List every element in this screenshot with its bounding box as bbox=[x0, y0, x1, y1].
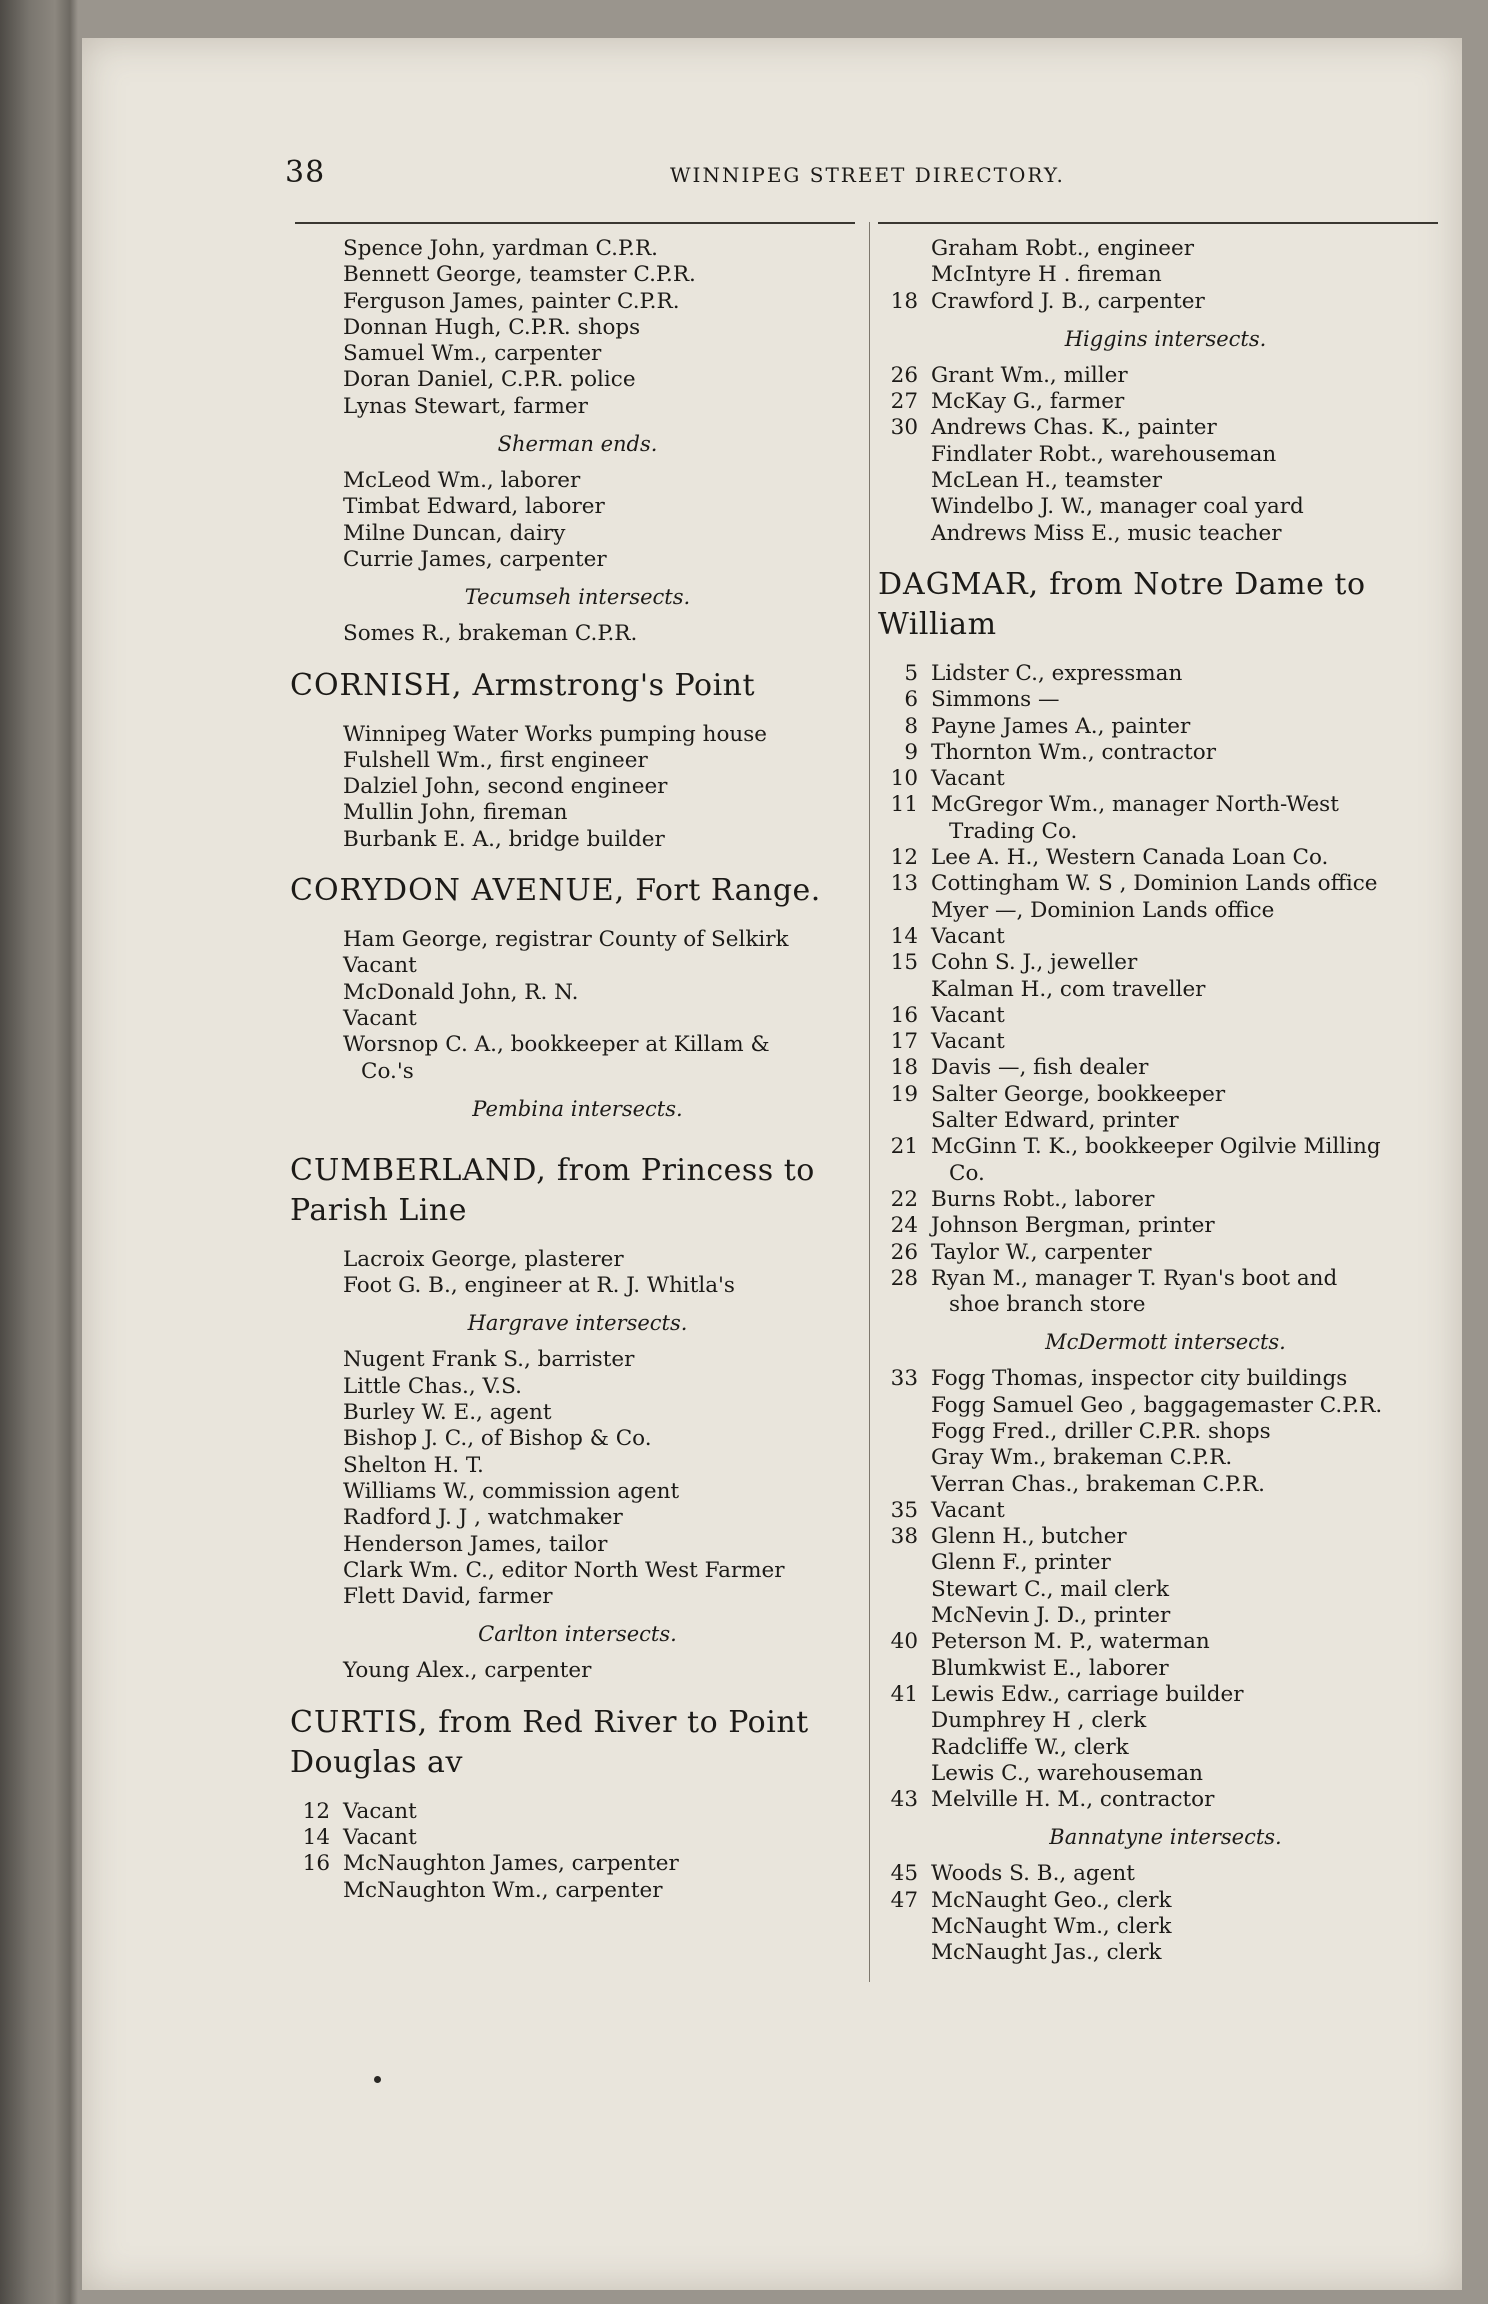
resident-text: Lacroix George, plasterer bbox=[343, 1246, 624, 1272]
directory-entry bbox=[290, 774, 865, 800]
directory-entry bbox=[878, 1082, 1453, 1108]
directory-entry bbox=[290, 1400, 865, 1426]
directory-entry bbox=[878, 1419, 1453, 1445]
street-name: DAGMAR, bbox=[878, 566, 1040, 602]
directory-entry bbox=[878, 442, 1453, 468]
directory-entry bbox=[290, 1006, 865, 1032]
resident-text: Radcliffe W., clerk bbox=[931, 1734, 1129, 1760]
directory-entry bbox=[878, 950, 1453, 976]
intersection-note: Bannatyne intersects. bbox=[1049, 1825, 1282, 1850]
resident-text: Woods S. B., agent bbox=[931, 1861, 1135, 1887]
resident-text: McKay G., farmer bbox=[931, 389, 1125, 415]
directory-entry bbox=[290, 748, 865, 774]
resident-text: Henderson James, tailor bbox=[343, 1531, 608, 1557]
resident-text: Fogg Samuel Geo , baggagemaster C.P.R. bbox=[931, 1392, 1383, 1418]
intersection-note: Sherman ends. bbox=[497, 432, 658, 457]
intersection-note: Hargrave intersects. bbox=[467, 1311, 688, 1336]
resident-text: Johnson Bergman, printer bbox=[931, 1213, 1215, 1239]
directory-entry bbox=[290, 827, 865, 853]
directory-entry bbox=[878, 845, 1453, 871]
resident-text: McNaught Wm., clerk bbox=[931, 1914, 1172, 1940]
resident-text: Salter George, bookkeeper bbox=[931, 1081, 1226, 1107]
house-number: 28 bbox=[890, 1265, 918, 1291]
directory-entry bbox=[290, 800, 865, 826]
resident-text: Fulshell Wm., first engineer bbox=[343, 747, 648, 773]
directory-entry bbox=[290, 262, 865, 288]
directory-entry bbox=[290, 468, 865, 494]
resident-text: McNaught Geo., clerk bbox=[931, 1887, 1172, 1913]
resident-text: Currie James, carpenter bbox=[343, 546, 607, 572]
resident-text: Salter Edward, printer bbox=[931, 1108, 1179, 1134]
directory-entry bbox=[878, 1629, 1453, 1655]
directory-entry bbox=[290, 1453, 865, 1479]
resident-text: Vacant bbox=[931, 1029, 1005, 1055]
resident-text: Burns Robt., laborer bbox=[931, 1186, 1155, 1212]
directory-entry bbox=[878, 1735, 1453, 1761]
house-number: 6 bbox=[904, 687, 918, 713]
directory-entry bbox=[290, 722, 865, 748]
house-number: 21 bbox=[890, 1134, 918, 1160]
resident-text: Melville H. M., contractor bbox=[931, 1787, 1215, 1813]
street-name: CORNISH, bbox=[290, 667, 463, 703]
directory-entry bbox=[878, 1603, 1453, 1629]
directory-entry bbox=[878, 714, 1453, 740]
right-column bbox=[878, 236, 1453, 1967]
house-number: 27 bbox=[890, 389, 918, 415]
resident-text: Andrews Miss E., music teacher bbox=[931, 520, 1282, 546]
resident-text: Vacant bbox=[343, 1005, 417, 1031]
resident-text: Davis —, fish dealer bbox=[931, 1055, 1149, 1081]
directory-entry bbox=[290, 1032, 865, 1085]
street-extent: Fort Range. bbox=[625, 873, 821, 909]
directory-entry bbox=[878, 1187, 1453, 1213]
intersection-note: Carlton intersects. bbox=[478, 1622, 677, 1647]
house-number: 9 bbox=[904, 739, 918, 765]
directory-entry bbox=[290, 341, 865, 367]
house-number: 26 bbox=[890, 362, 918, 388]
directory-entry bbox=[878, 740, 1453, 766]
directory-entry bbox=[290, 621, 865, 647]
page-header bbox=[285, 155, 1385, 195]
directory-entry bbox=[290, 1584, 865, 1610]
resident-text: Peterson M. P., waterman bbox=[931, 1629, 1210, 1655]
directory-entry bbox=[878, 661, 1453, 687]
resident-text: Windelbo J. W., manager coal yard bbox=[931, 494, 1304, 520]
house-number: 17 bbox=[890, 1029, 918, 1055]
directory-entry bbox=[878, 1055, 1453, 1081]
directory-entry bbox=[878, 236, 1453, 262]
directory-entry bbox=[878, 871, 1453, 897]
directory-entry bbox=[878, 1708, 1453, 1734]
directory-entry bbox=[290, 367, 865, 393]
street-heading bbox=[290, 1133, 865, 1247]
street-extent: from Notre Dame to William bbox=[878, 566, 1366, 642]
left-column bbox=[290, 236, 865, 1904]
directory-entry bbox=[878, 1524, 1453, 1550]
directory-entry bbox=[878, 1550, 1453, 1576]
resident-text: Samuel Wm., carpenter bbox=[343, 341, 602, 367]
directory-entry bbox=[878, 1861, 1453, 1887]
directory-entry bbox=[290, 980, 865, 1006]
resident-text: Bennett George, teamster C.P.R. bbox=[343, 262, 696, 288]
resident-text: Crawford J. B., carpenter bbox=[931, 288, 1205, 314]
resident-text: Doran Daniel, C.P.R. police bbox=[343, 367, 636, 393]
resident-text: Nugent Frank S., barrister bbox=[343, 1347, 635, 1373]
directory-entry bbox=[290, 1825, 865, 1851]
directory-entry bbox=[290, 1851, 865, 1877]
resident-text: Taylor W., carpenter bbox=[931, 1239, 1152, 1265]
street-name: CORYDON AVENUE, bbox=[290, 873, 626, 909]
resident-text: Dumphrey H , clerk bbox=[931, 1708, 1147, 1734]
house-number: 41 bbox=[890, 1681, 918, 1707]
directory-entry bbox=[290, 1374, 865, 1400]
resident-text: McGregor Wm., manager North-West bbox=[931, 792, 1339, 818]
resident-text: Stewart C., mail clerk bbox=[931, 1576, 1169, 1602]
resident-text: Vacant bbox=[343, 1824, 417, 1850]
house-number: 13 bbox=[890, 871, 918, 897]
intersection-note: Higgins intersects. bbox=[1064, 326, 1267, 351]
resident-text: Lynas Stewart, farmer bbox=[343, 393, 588, 419]
resident-text: Payne James A., painter bbox=[931, 713, 1191, 739]
house-number: 8 bbox=[904, 713, 918, 739]
directory-entry bbox=[878, 289, 1453, 315]
resident-text: Ferguson James, painter C.P.R. bbox=[343, 288, 680, 314]
directory-entry bbox=[878, 1213, 1453, 1239]
resident-text: Dalziel John, second engineer bbox=[343, 774, 668, 800]
directory-entry bbox=[290, 953, 865, 979]
resident-text: McNaught Jas., clerk bbox=[931, 1940, 1162, 1966]
resident-text-continued: Co. bbox=[949, 1160, 985, 1186]
resident-text: Flett David, farmer bbox=[343, 1584, 553, 1610]
directory-entry bbox=[290, 289, 865, 315]
house-number: 18 bbox=[890, 1055, 918, 1081]
intersection-note: Tecumseh intersects. bbox=[464, 585, 691, 610]
resident-text: Young Alex., carpenter bbox=[343, 1658, 592, 1684]
directory-entry bbox=[878, 1498, 1453, 1524]
resident-text: Andrews Chas. K., painter bbox=[931, 415, 1217, 441]
directory-entry bbox=[878, 521, 1453, 547]
house-number: 43 bbox=[890, 1787, 918, 1813]
resident-text: Fogg Thomas, inspector city buildings bbox=[931, 1366, 1348, 1392]
street-name: CUMBERLAND, bbox=[290, 1152, 547, 1188]
resident-text: Shelton H. T. bbox=[343, 1452, 484, 1478]
resident-text: Vacant bbox=[931, 766, 1005, 792]
house-number: 10 bbox=[890, 766, 918, 792]
directory-entry bbox=[878, 1029, 1453, 1055]
house-number: 30 bbox=[890, 415, 918, 441]
resident-text-continued: Co.'s bbox=[361, 1058, 414, 1084]
resident-text: Glenn F., printer bbox=[931, 1550, 1111, 1576]
page-number: 38 bbox=[285, 155, 326, 190]
resident-text-continued: Trading Co. bbox=[949, 818, 1078, 844]
directory-entry bbox=[290, 1505, 865, 1531]
house-number: 18 bbox=[890, 288, 918, 314]
resident-text: Verran Chas., brakeman C.P.R. bbox=[931, 1471, 1265, 1497]
ink-dot bbox=[374, 2076, 381, 2083]
directory-entry bbox=[290, 394, 865, 420]
house-number: 14 bbox=[890, 923, 918, 949]
directory-entry bbox=[878, 766, 1453, 792]
directory-entry bbox=[878, 1577, 1453, 1603]
directory-entry bbox=[878, 1656, 1453, 1682]
directory-entry bbox=[878, 1940, 1453, 1966]
resident-text: Lidster C., expressman bbox=[931, 660, 1183, 686]
resident-text: Milne Duncan, dairy bbox=[343, 520, 566, 546]
resident-text: Mullin John, fireman bbox=[343, 800, 568, 826]
resident-text: Bishop J. C., of Bishop & Co. bbox=[343, 1426, 652, 1452]
directory-entry bbox=[290, 315, 865, 341]
directory-entry bbox=[290, 1532, 865, 1558]
resident-text: Vacant bbox=[343, 1798, 417, 1824]
resident-text: Worsnop C. A., bookkeeper at Killam & bbox=[343, 1032, 770, 1058]
directory-entry bbox=[290, 927, 865, 953]
resident-text: Lewis C., warehouseman bbox=[931, 1760, 1204, 1786]
directory-entry bbox=[290, 236, 865, 262]
resident-text: Cottingham W. S , Dominion Lands office bbox=[931, 871, 1378, 897]
resident-text: Donnan Hugh, C.P.R. shops bbox=[343, 314, 641, 340]
directory-entry bbox=[290, 1426, 865, 1452]
house-number: 14 bbox=[302, 1824, 330, 1850]
directory-entry bbox=[290, 1347, 865, 1373]
directory-entry bbox=[878, 687, 1453, 713]
resident-text: McIntyre H . fireman bbox=[931, 262, 1162, 288]
house-number: 12 bbox=[890, 845, 918, 871]
resident-text: Ryan M., manager T. Ryan's boot and bbox=[931, 1265, 1338, 1291]
directory-entry bbox=[290, 1878, 865, 1904]
running-title: WINNIPEG STREET DIRECTORY. bbox=[670, 163, 1065, 187]
column-divider bbox=[869, 222, 870, 1982]
resident-text: Vacant bbox=[931, 1002, 1005, 1028]
directory-entry bbox=[878, 1682, 1453, 1708]
directory-entry bbox=[878, 1888, 1453, 1914]
directory-entry bbox=[878, 792, 1453, 845]
directory-entry bbox=[878, 924, 1453, 950]
house-number: 5 bbox=[904, 660, 918, 686]
directory-entry bbox=[878, 1266, 1453, 1319]
resident-text: Clark Wm. C., editor North West Farmer bbox=[343, 1557, 785, 1583]
directory-entry bbox=[878, 977, 1453, 1003]
house-number: 19 bbox=[890, 1081, 918, 1107]
street-heading bbox=[290, 1685, 865, 1799]
resident-text: Vacant bbox=[931, 923, 1005, 949]
resident-text: McLean H., teamster bbox=[931, 468, 1163, 494]
house-number: 22 bbox=[890, 1186, 918, 1212]
resident-text: Winnipeg Water Works pumping house bbox=[343, 721, 768, 747]
resident-text: Myer —, Dominion Lands office bbox=[931, 897, 1275, 923]
directory-entry bbox=[290, 1273, 865, 1299]
directory-entry bbox=[290, 1558, 865, 1584]
directory-entry bbox=[878, 363, 1453, 389]
resident-text: Cohn S. J., jeweller bbox=[931, 950, 1138, 976]
house-number: 45 bbox=[890, 1861, 918, 1887]
resident-text: Thornton Wm., contractor bbox=[931, 739, 1216, 765]
intersection-note: Pembina intersects. bbox=[472, 1096, 683, 1121]
house-number: 35 bbox=[890, 1497, 918, 1523]
street-heading bbox=[290, 648, 865, 722]
resident-text: Williams W., commission agent bbox=[343, 1478, 680, 1504]
resident-text: McDonald John, R. N. bbox=[343, 979, 579, 1005]
directory-entry bbox=[878, 1393, 1453, 1419]
street-extent: from Red River to Point Douglas av bbox=[290, 1704, 809, 1780]
resident-text: Radford J. J , watchmaker bbox=[343, 1505, 623, 1531]
resident-text-continued: shoe branch store bbox=[949, 1292, 1146, 1318]
house-number: 11 bbox=[890, 792, 918, 818]
directory-entry bbox=[878, 1445, 1453, 1471]
resident-text: Findlater Robt., warehouseman bbox=[931, 441, 1277, 467]
resident-text: McLeod Wm., laborer bbox=[343, 468, 581, 494]
resident-text: Graham Robt., engineer bbox=[931, 236, 1194, 261]
resident-text: McGinn T. K., bookkeeper Ogilvie Milling bbox=[931, 1134, 1381, 1160]
directory-entry bbox=[290, 1247, 865, 1273]
directory-entry bbox=[878, 1761, 1453, 1787]
intersection-note: McDermott intersects. bbox=[1045, 1330, 1286, 1355]
directory-entry bbox=[290, 547, 865, 573]
resident-text: Grant Wm., miller bbox=[931, 362, 1128, 388]
directory-entry bbox=[878, 1003, 1453, 1029]
directory-entry bbox=[878, 1108, 1453, 1134]
resident-text: Lee A. H., Western Canada Loan Co. bbox=[931, 845, 1329, 871]
resident-text: Timbat Edward, laborer bbox=[343, 494, 605, 520]
street-heading bbox=[290, 853, 865, 927]
resident-text: Somes R., brakeman C.P.R. bbox=[343, 621, 638, 647]
resident-text: Spence John, yardman C.P.R. bbox=[343, 236, 658, 261]
resident-text: Burbank E. A., bridge builder bbox=[343, 826, 665, 852]
resident-text: McNevin J. D., printer bbox=[931, 1603, 1171, 1629]
house-number: 33 bbox=[890, 1366, 918, 1392]
directory-entry bbox=[878, 262, 1453, 288]
resident-text: Vacant bbox=[931, 1497, 1005, 1523]
street-extent: from Princess to Parish Line bbox=[290, 1152, 815, 1228]
directory-entry bbox=[878, 468, 1453, 494]
header-rule-right bbox=[878, 222, 1438, 224]
directory-entry bbox=[878, 494, 1453, 520]
directory-entry bbox=[878, 415, 1453, 441]
house-number: 38 bbox=[890, 1524, 918, 1550]
house-number: 40 bbox=[890, 1629, 918, 1655]
street-extent: Armstrong's Point bbox=[462, 667, 756, 703]
directory-entry bbox=[290, 1658, 865, 1684]
resident-text: McNaughton James, carpenter bbox=[343, 1851, 679, 1877]
directory-entry bbox=[878, 1787, 1453, 1813]
house-number: 12 bbox=[302, 1798, 330, 1824]
directory-entry bbox=[290, 494, 865, 520]
directory-entry bbox=[878, 898, 1453, 924]
resident-text: Vacant bbox=[343, 953, 417, 979]
resident-text: McNaughton Wm., carpenter bbox=[343, 1877, 663, 1903]
house-number: 26 bbox=[890, 1239, 918, 1265]
street-name: CURTIS, bbox=[290, 1704, 429, 1740]
directory-entry bbox=[878, 1134, 1453, 1187]
resident-text: Glenn H., butcher bbox=[931, 1524, 1127, 1550]
resident-text: Burley W. E., agent bbox=[343, 1400, 552, 1426]
resident-text: Foot G. B., engineer at R. J. Whitla's bbox=[343, 1273, 735, 1299]
directory-entry bbox=[878, 1366, 1453, 1392]
house-number: 24 bbox=[890, 1213, 918, 1239]
header-rule-left bbox=[295, 222, 855, 224]
resident-text: Blumkwist E., laborer bbox=[931, 1655, 1169, 1681]
directory-entry bbox=[290, 1799, 865, 1825]
directory-entry bbox=[878, 1914, 1453, 1940]
resident-text: Little Chas., V.S. bbox=[343, 1373, 522, 1399]
directory-entry bbox=[290, 521, 865, 547]
directory-entry bbox=[878, 1472, 1453, 1498]
resident-text: Lewis Edw., carriage builder bbox=[931, 1681, 1244, 1707]
resident-text: Ham George, registrar County of Selkirk bbox=[343, 927, 789, 953]
directory-entry bbox=[878, 1240, 1453, 1266]
house-number: 47 bbox=[890, 1887, 918, 1913]
resident-text: Fogg Fred., driller C.P.R. shops bbox=[931, 1418, 1271, 1444]
directory-entry bbox=[290, 1479, 865, 1505]
house-number: 16 bbox=[302, 1851, 330, 1877]
house-number: 15 bbox=[890, 950, 918, 976]
resident-text: Kalman H., com traveller bbox=[931, 976, 1206, 1002]
resident-text: Simmons — bbox=[931, 687, 1060, 713]
house-number: 16 bbox=[890, 1002, 918, 1028]
directory-entry bbox=[878, 389, 1453, 415]
resident-text: Gray Wm., brakeman C.P.R. bbox=[931, 1445, 1233, 1471]
street-heading bbox=[878, 547, 1453, 661]
